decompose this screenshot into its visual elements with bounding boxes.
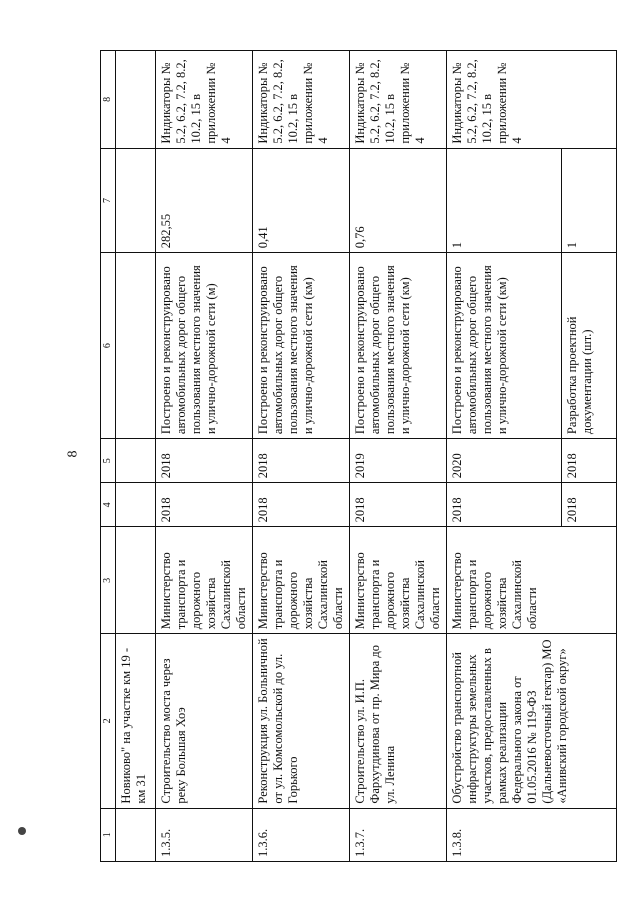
activity-name: Строительство моста через реку Большая Хоэ bbox=[156, 634, 253, 808]
end-year: 2018 bbox=[156, 439, 253, 483]
start-year: 2018 bbox=[253, 483, 350, 527]
start-year-split bbox=[447, 483, 617, 527]
table-row bbox=[253, 51, 350, 862]
page-number: 8 bbox=[65, 450, 81, 458]
row-number: 1.3.8. bbox=[447, 808, 617, 861]
indicator-reference: Индикаторы № 5.2, 6.2, 7.2, 8.2, 10.2, 15 в приложении № 4 bbox=[156, 51, 253, 149]
indicator-reference: Индикаторы № 5.2, 6.2, 7.2, 8.2, 10.2, 15 в приложении № 4 bbox=[253, 51, 350, 149]
continuation-row bbox=[116, 51, 156, 862]
executor: Министерство транспорта и дорожного хозяйства Сахалинской области bbox=[156, 527, 253, 634]
start-year-a: 2018 bbox=[450, 497, 464, 523]
table-row bbox=[350, 51, 447, 862]
continuation-name: Новиково" на участке км 19 - км 31 bbox=[116, 634, 156, 808]
end-year: 2018 bbox=[253, 439, 350, 483]
value: 282,55 bbox=[156, 148, 253, 253]
start-year-b: 2018 bbox=[561, 483, 583, 526]
indicator: Построено и реконструировано автомобильных дорог общего пользования местного значения и улично-дорожной сети (км) bbox=[253, 253, 350, 439]
executor: Министерство транспорта и дорожного хозяйства Сахалинской области bbox=[253, 527, 350, 634]
start-year: 2018 bbox=[156, 483, 253, 527]
program-table bbox=[100, 50, 617, 862]
activity-name: Строительство ул. И.П. Фархутдинова от пр. Мира до ул. Ленина bbox=[350, 634, 447, 808]
rotated-table-container bbox=[100, 50, 594, 862]
table-row bbox=[447, 51, 617, 862]
executor: Министерство транспорта и дорожного хозяйства Сахалинской области bbox=[350, 527, 447, 634]
row-number: 1.3.7. bbox=[350, 808, 447, 861]
value: 0,41 bbox=[253, 148, 350, 253]
value-a: 1 bbox=[450, 241, 464, 249]
value-b: 1 bbox=[561, 149, 583, 253]
col-header-7: 7 bbox=[101, 148, 116, 253]
end-year: 2019 bbox=[350, 439, 447, 483]
col-header-1: 1 bbox=[101, 808, 116, 861]
indicator-reference: Индикаторы № 5.2, 6.2, 7.2, 8.2, 10.2, 15 в приложении № 4 bbox=[350, 51, 447, 149]
end-year-split bbox=[447, 439, 617, 483]
col-header-5: 5 bbox=[101, 439, 116, 483]
col-header-3: 3 bbox=[101, 527, 116, 634]
indicator-b: Разработка проектной документации (шт.) bbox=[561, 253, 598, 438]
indicator-split bbox=[447, 253, 617, 439]
indicator: Построено и реконструировано автомобильных дорог общего пользования местного значения и улично-дорожной сети (м) bbox=[156, 253, 253, 439]
column-number-row bbox=[101, 51, 116, 862]
col-header-6: 6 bbox=[101, 253, 116, 439]
activity-name: Обустройство транспортной инфраструктуры земельных участков, предоставленных в рамках реализации Федерального закона от 01.05.2016 № 119-ФЗ (Дальневосточный гектар) МО «Анивский городской округ» bbox=[447, 634, 617, 808]
value: 0,76 bbox=[350, 148, 447, 253]
executor: Министерство транспорта и дорожного хозяйства Сахалинской области bbox=[447, 527, 617, 634]
col-header-2: 2 bbox=[101, 634, 116, 808]
row-number: 1.3.6. bbox=[253, 808, 350, 861]
row-number: 1.3.5. bbox=[156, 808, 253, 861]
end-year-a: 2020 bbox=[450, 453, 464, 479]
value-split bbox=[447, 148, 617, 253]
col-header-4: 4 bbox=[101, 483, 116, 527]
scan-mark bbox=[18, 827, 26, 835]
indicator-reference: Индикаторы № 5.2, 6.2, 7.2, 8.2, 10.2, 15 в приложении № 4 bbox=[447, 51, 617, 149]
indicator-a: Построено и реконструировано автомобильных дорог общего пользования местного значения и улично-дорожной сети (км) bbox=[450, 265, 509, 435]
table-row bbox=[156, 51, 253, 862]
start-year: 2018 bbox=[350, 483, 447, 527]
indicator: Построено и реконструировано автомобильных дорог общего пользования местного значения и улично-дорожной сети (км) bbox=[350, 253, 447, 439]
col-header-8: 8 bbox=[101, 51, 116, 149]
activity-name: Реконструкция ул. Больничной от ул. Комсомольской до ул. Горького bbox=[253, 634, 350, 808]
end-year-b: 2018 bbox=[561, 439, 583, 482]
